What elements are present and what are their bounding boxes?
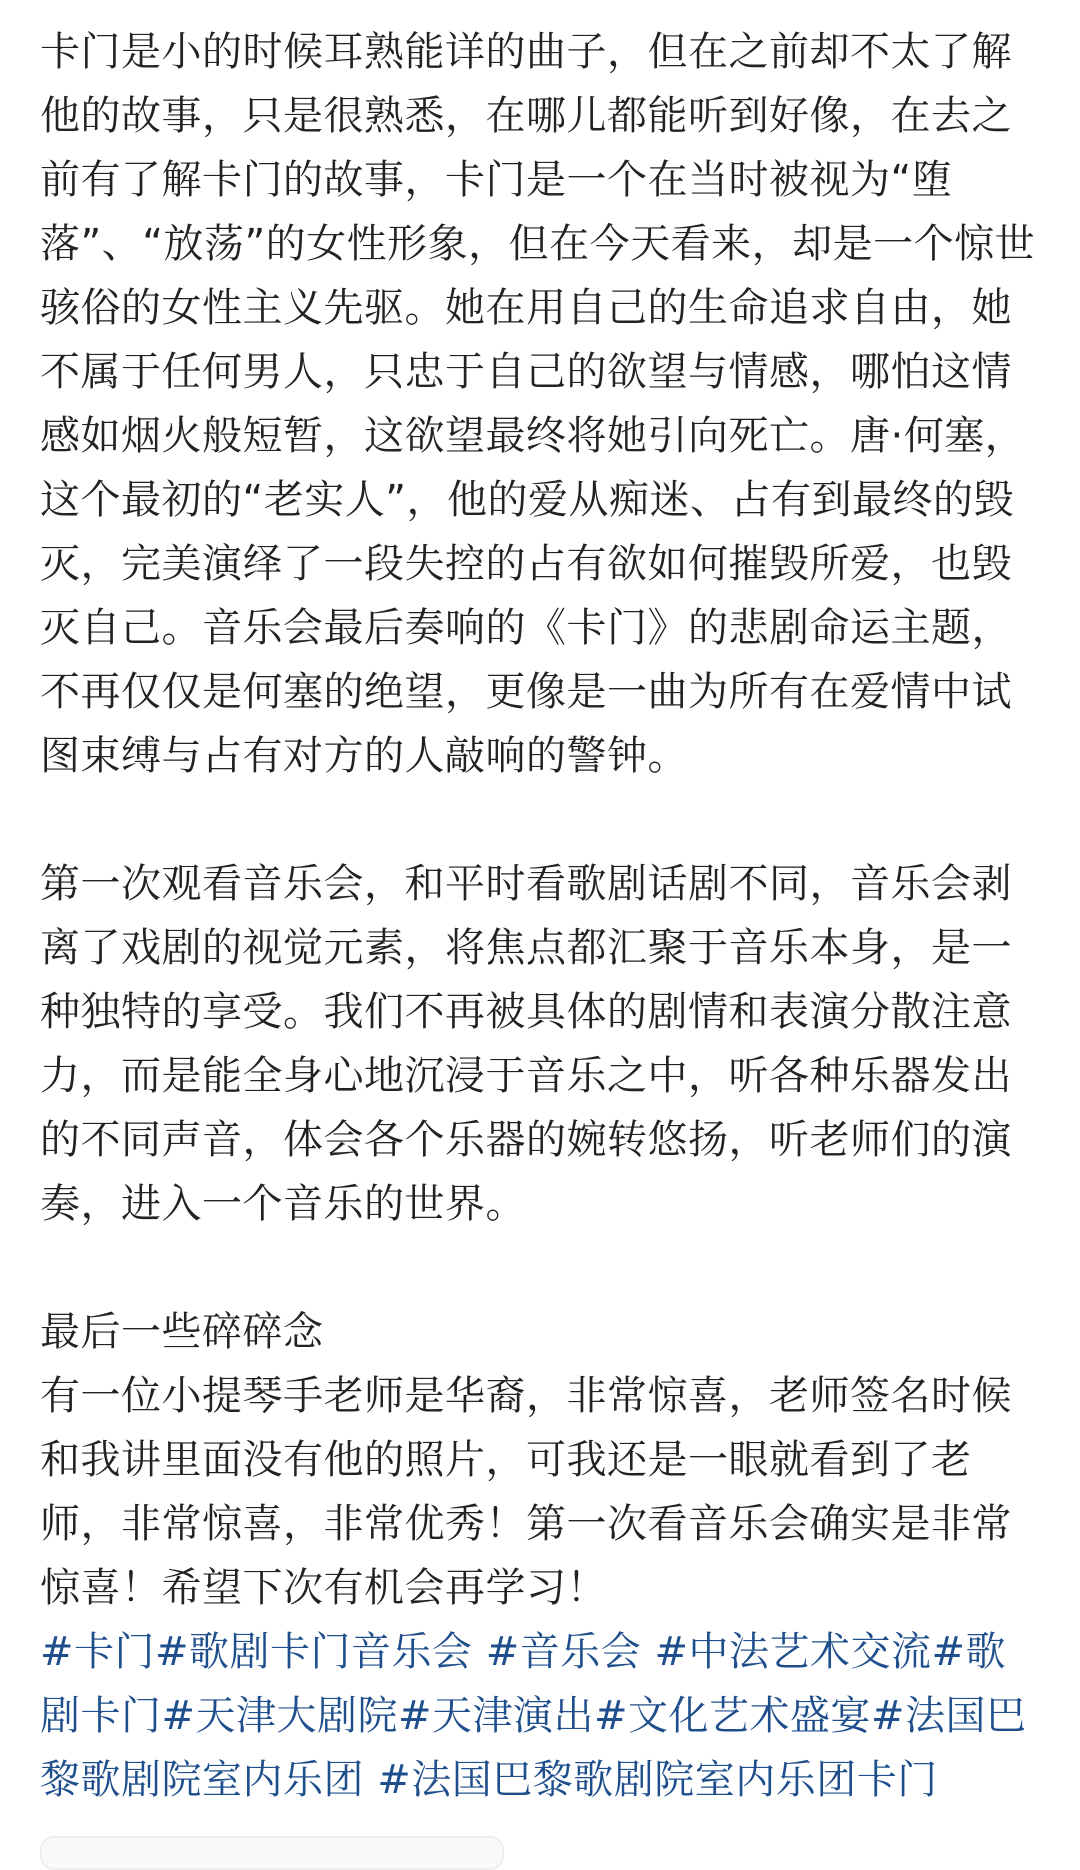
hashtag-spacer bbox=[641, 1629, 654, 1675]
hashtag-paris-opera-chamber-ensemble[interactable]: #法国巴黎歌剧院室内乐团 bbox=[40, 1693, 1027, 1803]
hashtag-opera-carmen-concert[interactable]: #歌剧卡门音乐会 bbox=[155, 1629, 473, 1675]
next-card-edge[interactable] bbox=[40, 1836, 504, 1870]
closing-heading: 最后一些碎碎念 bbox=[40, 1309, 324, 1355]
hashtag-spacer bbox=[473, 1629, 486, 1675]
hashtag-tianjin-grand-theatre[interactable]: #天津大剧院 bbox=[161, 1693, 399, 1739]
hashtag-list bbox=[40, 1620, 1045, 1812]
hashtag-opera-carmen[interactable]: #歌剧卡门 bbox=[40, 1629, 1007, 1739]
hashtag-kamen[interactable]: #卡门 bbox=[40, 1629, 156, 1675]
hashtag-paris-opera-chamber-ensemble-carmen[interactable]: #法国巴黎歌剧院室内乐团卡门 bbox=[377, 1757, 938, 1803]
post-body bbox=[40, 20, 1045, 1812]
closing-text: 有一位小提琴手老师是华裔，非常惊喜，老师签名时候和我讲里面没有他的照片，可我还是一眼就看到了老师，非常惊喜，非常优秀！第一次看音乐会确实是非常惊喜！希望下次有机会再学习！ bbox=[40, 1373, 1012, 1611]
hashtag-tianjin-performance[interactable]: #天津演出 bbox=[398, 1693, 595, 1739]
hashtag-culture-art-feast[interactable]: #文化艺术盛宴 bbox=[594, 1693, 872, 1739]
hashtag-concert[interactable]: #音乐会 bbox=[485, 1629, 642, 1675]
post-paragraph-1: 卡门是小的时候耳熟能详的曲子，但在之前却不太了解他的故事，只是很熟悉，在哪儿都能听到好像，在去之前有了解卡门的故事，卡门是一个在当时被视为“堕落”、“放荡”的女性形象，但在今天看来，却是一个惊世骇俗的女性主义先驱。她在用自己的生命追求自由，她不属于任何男人，只忠于自己的欲望与情感，哪怕这情感如烟火般短暂，这欲望最终将她引向死亡。唐·何塞，这个最初的“老实人”，他的爱从痴迷、占有到最终的毁灭，完美演绎了一段失控的占有欲如何摧毁所爱，也毁灭自己。音乐会最后奏响的《卡门》的悲剧命运主题，不再仅仅是何塞的绝望，更像是一曲为所有在爱情中试图束缚与占有对方的人敲响的警钟。 bbox=[40, 29, 1036, 779]
hashtag-sino-french-art-exchange[interactable]: #中法艺术交流 bbox=[654, 1629, 932, 1675]
post-paragraph-2: 第一次观看音乐会，和平时看歌剧话剧不同，音乐会剥离了戏剧的视觉元素，将焦点都汇聚于音乐本身，是一种独特的享受。我们不再被具体的剧情和表演分散注意力，而是能全身心地沉浸于音乐之中，听各种乐器发出的不同声音，体会各个乐器的婉转悠扬，听老师们的演奏，进入一个音乐的世界。 bbox=[40, 861, 1012, 1227]
hashtag-spacer bbox=[364, 1757, 377, 1803]
